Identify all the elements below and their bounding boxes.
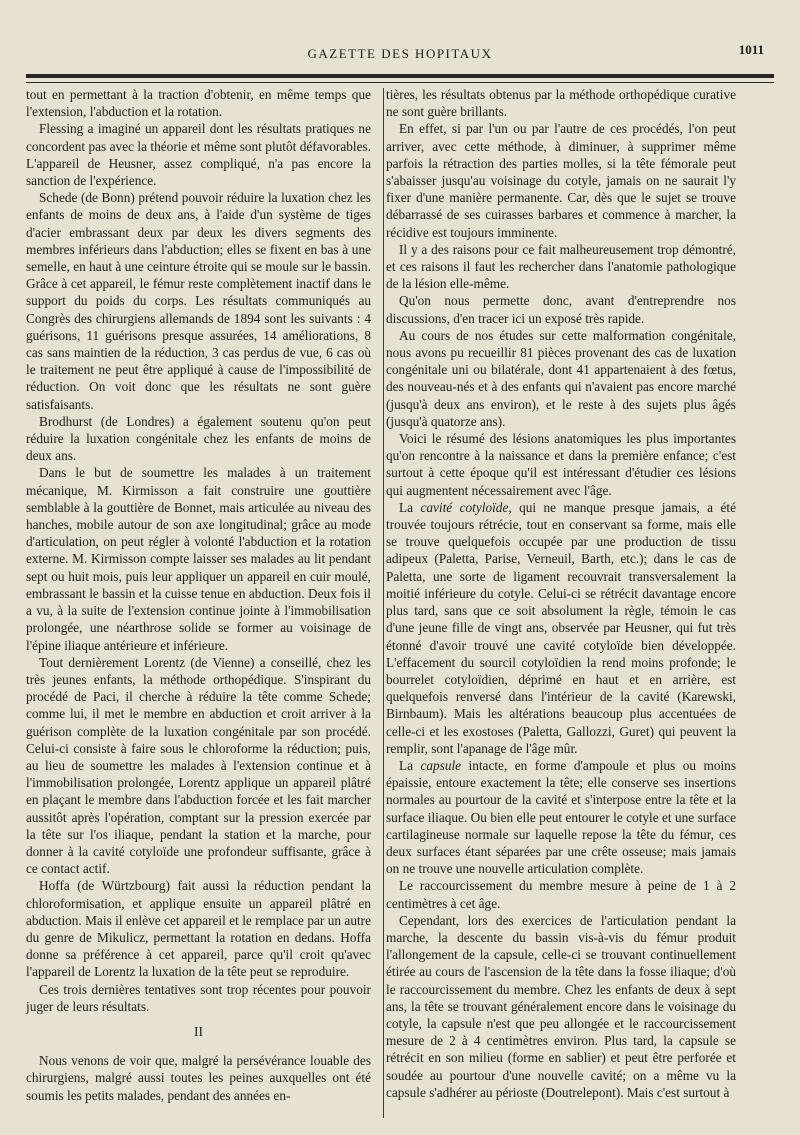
italic-term: capsule xyxy=(420,757,462,773)
paragraph: En effet, si par l'un ou par l'autre de ces procédés, l'on peut arriver, avec cette méthode, à diminuer, à supprimer même parfois la rétraction des parties molles, si la tête fémorale peut s'abaisser jusqu'au voisinage du cotyle, jamais on ne saurait l'y fixer d'une manière permanente. Car, dès que le sujet se trouve débarrassé de ses cuirasses barbares et commence à marcher, la récidive est toujours imminente. xyxy=(386,121,736,240)
paragraph: Flessing a imaginé un appareil dont les résultats pratiques ne concordent pas avec la théorie et même sont plutôt défavorables. L'appareil de Heusner, assez compliqué, n'a pas encore la sanction de l'expérience. xyxy=(26,121,371,189)
paragraph: Cependant, lors des exercices de l'articulation pendant la marche, la descente du bassin vis-à-vis du fémur produit l'allongement de la capsule, celle-ci se trouvant continuellement étirée au cours de l'ascension de la tête dans la fosse iliaque; d'où le raccourcissement du membre. Chez les enfants de deux à sept ans, la tête se trouvant généralement encore dans le voisinage du cotyle, la capsule n'est que peu allongée et le raccourcissement mesure de 2 à 4 centimètres environ. Plus tard, la capsule se rétrécit en son milieu (forme en sablier) et peut être perforée et soudée au pourtour d'une nouvelle cavité; on a même vu la capsule s'adhérer au périoste (Doutrelepont). Mais c'est surtout à xyxy=(386,912,736,1100)
paragraph: Qu'on nous permette donc, avant d'entreprendre nos discussions, d'en tracer ici un exposé très rapide. xyxy=(386,293,736,326)
paragraph-cavite-cotyloide xyxy=(386,499,736,757)
paragraph: tout en permettant à la traction d'obtenir, en même temps que l'extension, l'abduction et la rotation. xyxy=(26,87,371,120)
section-heading: II xyxy=(194,1023,203,1039)
paragraph-capsule xyxy=(386,757,736,877)
text-run: intacte, en forme d'ampoule et plus ou moins épaissie, entoure exactement la tête; elle conserve ses insertions normales au pourtour de la cavité et s'interpose entre la tête et la surface iliaque. Ou bien elle peut entourer le cotyle et une surface cartilagineuse normale sur laquelle repose la tête du fémur, ces deux surfaces étant séparées par une crête osseuse; mais jamais on ne trouve une nouvelle articulation complète. xyxy=(386,757,736,877)
paragraph: Ces trois dernières tentatives sont trop récentes pour pouvoir juger de leurs résultats. xyxy=(26,981,371,1014)
page-number: 1011 xyxy=(738,42,764,57)
paragraph: Voici le résumé des lésions anatomiques les plus importantes qu'on rencontre à la naissance et dans la première enfance; c'est surtout à cette époque qu'il est intéressant d'étudier ces lésions qui augmentent nécessairement avec l'âge. xyxy=(386,431,736,498)
paragraph: Hoffa (de Würtzbourg) fait aussi la réduction pendant la chloroformisation, et applique ensuite un appareil plâtré en abduction. Mais il enlève cet appareil et le remplace par un autre du genre de Mikulicz, permettant la rotation en dedans. Hoffa donne sa préférence à cet appareil, parce qu'il croit qu'avec l'appareil de Lorentz la luxation de la tête peut se reproduire. xyxy=(26,878,371,980)
left-column xyxy=(26,86,371,1104)
text-run: La xyxy=(399,499,421,515)
paragraph: Le raccourcissement du membre mesure à peine de 1 à 2 centimètres à cet âge. xyxy=(386,878,736,911)
text-run: , qui ne manque presque jamais, a été trouvée toujours rétrécie, tout en conservant sa forme, mais elle se trouve quelquefois occupée par une production de tissu adipeux (Paletta, Parise, Verneuil, Barth, etc.); dans le cas de Paletta, une sorte de ligament recouvrait transversalement la moitié inférieure du cotyle. Celui-ci se rétrécit davantage encore plus tard, sans que ce soit absolument la règle, témoin le cas d'une jeune fille de vingt ans, observée par Heusner, qui fut très étonné d'avoir trouvé une cavité cotyloïde bien développée. L'effacement du sourcil cotyloïdien la rend moins profonde; le bourrelet cotyloïdien, déprimé en haut et en arrière, est quelquefois renversé dans l'intérieur de la cavité (Karewski, Birnbaum). Mais les altérations beaucoup plus accentuées de celle-ci et les exostoses (Paletta, Gallozzi, Guret) qui peuvent la remplir, sont l'apanage de l'âge mûr. xyxy=(386,499,736,756)
paragraph: Il y a des raisons pour ce fait malheureusement trop démontré, et ces raisons il faut les rechercher dans l'anatomie pathologique de la lésion elle-même. xyxy=(386,241,736,292)
header-rule-thin xyxy=(26,82,774,83)
right-column xyxy=(386,86,736,1101)
italic-term: cavité cotyloïde xyxy=(420,499,509,515)
journal-title: GAZETTE DES HOPITAUX xyxy=(307,46,493,61)
page-header xyxy=(26,40,774,62)
paragraph: Tout dernièrement Lorentz (de Vienne) a conseillé, chez les très jeunes enfants, la méthode orthopédique. S'inspirant du procédé de Paci, il cherche à réduire la tête comme Schede; comme lui, il met le membre en abduction et croit arriver à la guérison complète de la luxation congénitale par son procédé. Celui-ci consiste à faire sous le chloroforme la réduction; puis, au lieu de soumettre les malades à l'extension continue et à l'immobilisation prolongée, Lorentz applique un appareil plâtré en plaçant le membre dans l'abduction forcée et les fait marcher aussitôt après l'opération, comptant sur la pression exercée par la tête sur l'os iliaque, pendant la station et la marche, pour donner à la cavité cotyloïde une profondeur suffisante, grâce à ce contact actif. xyxy=(26,654,371,877)
text-run: La xyxy=(399,757,421,773)
paragraph: Brodhurst (de Londres) a également soutenu qu'on peut réduire la luxation congénitale chez les enfants de moins de deux ans. xyxy=(26,413,371,464)
paragraph: Au cours de nos études sur cette malformation congénitale, nous avons pu recueillir 81 pièces provenant des cas de luxation congénitale uni ou bilatérale, dont 41 appartenaient à des fœtus, des nouveau-nés et à des enfants qui n'avaient pas encore marché (jusqu'à deux ans environ), et le reste à des sujets plus âgés (jusqu'à quatorze ans). xyxy=(386,327,736,429)
paragraph: Dans le but de soumettre les malades à un traitement mécanique, M. Kirmisson a fait construire une gouttière semblable à la gouttière de Bonnet, mais articulée au niveau des hanches, mobile autour de son axe longitudinal; grâce au mode d'articulation, on peut régler à volonté l'abduction et la rotation externe. M. Kirmisson compte laisser ses malades au lit pendant sept ou huit mois, puis leur appliquer un appareil en cuir moulé, embrassant le bassin et la cuisse tenue en abduction. Deux fois il a vu, à la suite de l'extension continue jointe à l'immobilisation prolongée, une néarthrose solide se former au voisinage de l'épine iliaque antérieure et inférieure. xyxy=(26,465,371,653)
paragraph: Schede (de Bonn) prétend pouvoir réduire la luxation chez les enfants de moins de deux ans, à l'aide d'un système de tiges d'acier embrassant deux par deux les divers segments des membres inférieurs dans l'abduction; elles se fixent en bas à une semelle, en haut à une ceinture étroite qui se moule sur le bassin. Grâce à cet appareil, le fémur reste complètement inactif dans le support du poids du corps. Les résultats communiqués au Congrès des chirurgiens allemands de 1894 sont les suivants : 4 guérisons, 11 guérisons presque assurées, 14 améliorations, 8 cas sans maintien de la réduction, 3 cas perdus de vue, 6 cas où le traitement ne peut être appliqué à cause de l'impossibilité de réduction. On voit donc que les résultats ne sont guère satisfaisants. xyxy=(26,190,371,412)
column-divider xyxy=(383,88,384,1118)
paragraph: tières, les résultats obtenus par la méthode orthopédique curative ne sont guère brillants. xyxy=(386,87,736,120)
paragraph: Nous venons de voir que, malgré la persévérance louable des chirurgiens, malgré aussi toutes les peines auxquelles ont été soumis les petits malades, pendant des années en- xyxy=(26,1053,371,1103)
header-rule-thick xyxy=(26,74,774,78)
